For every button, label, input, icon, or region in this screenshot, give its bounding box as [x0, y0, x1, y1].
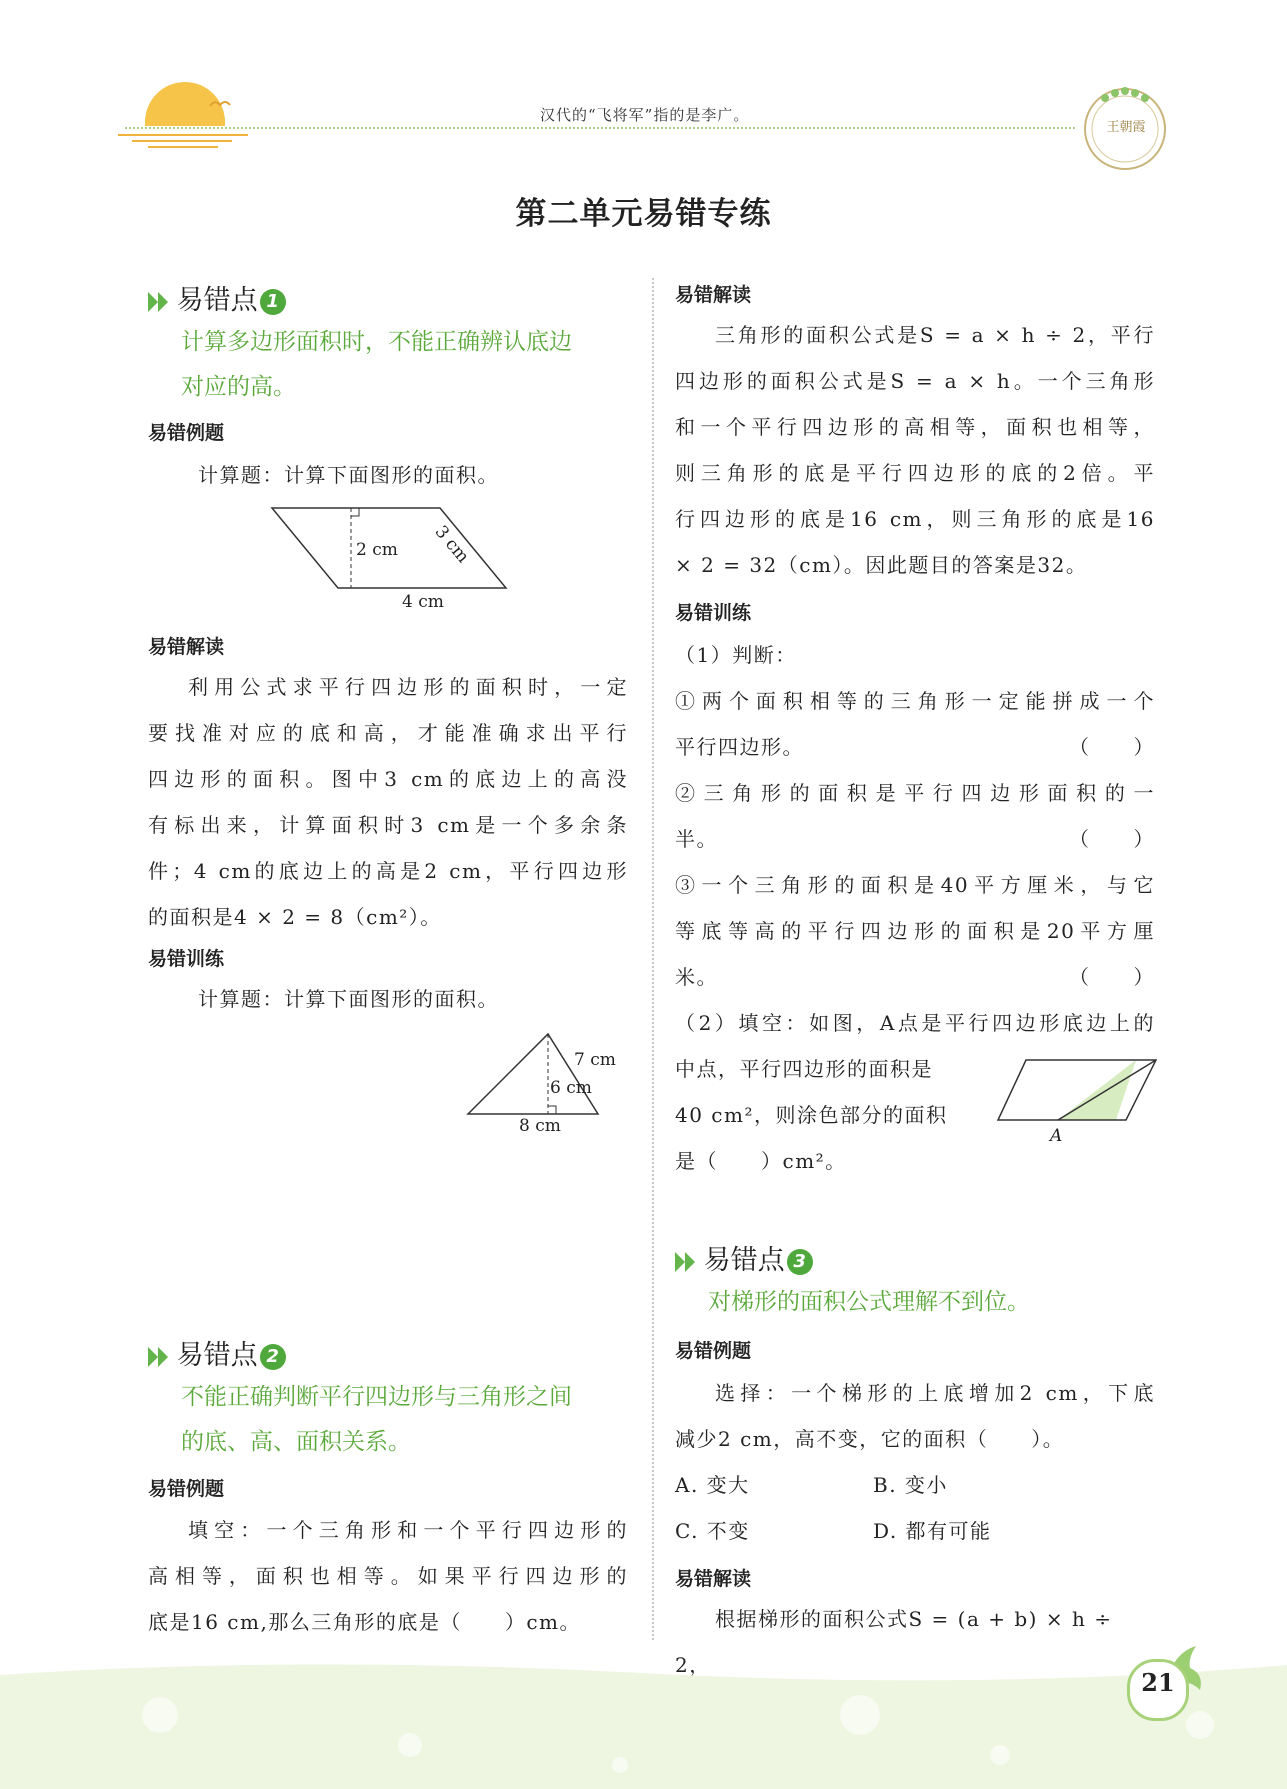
option-b[interactable]: B. 变小 [873, 1473, 948, 1497]
footer-band [0, 1655, 1287, 1789]
figure-label: 7 cm [574, 1050, 616, 1070]
figure-label: 2 cm [356, 540, 398, 560]
example-label: 易错例题 [148, 422, 225, 444]
text-line: 是（ ）cm²。 [675, 1149, 847, 1173]
text-line: 平行四边形。 [675, 735, 804, 759]
text-line: 计算多边形面积时，不能正确辨认底边 [181, 329, 572, 355]
text-line: 不能正确判断平行四边形与三角形之间 [181, 1384, 572, 1410]
training-label: 易错训练 [675, 602, 752, 624]
text-line: 三角形的面积公式是S = a × h ÷ 2，平行 [715, 323, 1155, 347]
section-label: 易错点 [176, 1340, 258, 1371]
bird-icon [208, 96, 238, 112]
analysis-text [148, 664, 628, 940]
text-line: 根据梯形的面积公式S = (a + b) × h ÷ 2， [675, 1607, 1113, 1677]
text-line: 要找准对应的底和高，才能准确求出平行 [148, 721, 628, 745]
section-label: 易错点 [176, 285, 258, 316]
answer-bracket[interactable]: （ ） [1069, 965, 1155, 989]
judge-title: （1）判断： [675, 643, 797, 667]
arrow-icon [148, 292, 158, 312]
header-line [125, 127, 1075, 129]
example-question: 计算题：计算下面图形的面积。 [198, 463, 499, 487]
page-title: 第二单元易错专练 [515, 196, 772, 232]
example-label: 易错例题 [675, 1340, 752, 1362]
text-line: 填空：一个三角形和一个平行四边形的 [188, 1518, 628, 1542]
text-line: 选择：一个梯形的上底增加2 cm，下底 [715, 1381, 1155, 1405]
text-line: 的底、高、面积关系。 [181, 1429, 411, 1455]
header-text: 汉代的“飞将军”指的是李广。 [540, 106, 750, 124]
mistake-description: 对梯形的面积公式理解不到位。 [708, 1289, 1030, 1315]
analysis-label: 易错解读 [675, 284, 752, 306]
mistake-description [181, 1375, 572, 1465]
text-line: 对应的高。 [181, 374, 296, 400]
page-number: 21 [1141, 1668, 1175, 1697]
section-header-2 [148, 1333, 286, 1372]
text-line: 的面积是4 × 2 = 8（cm²）。 [148, 905, 442, 929]
text-line: 40 cm²，则涂色部分的面积 [675, 1103, 948, 1127]
text-line: 有标出来，计算面积时3 cm是一个多余条 [148, 813, 628, 837]
example-question [675, 1370, 1155, 1554]
example-label: 易错例题 [148, 1478, 225, 1500]
example-question [148, 1507, 628, 1645]
text-line: ①两个面积相等的三角形一定能拼成一个 [675, 689, 1155, 713]
section-header-1 [148, 278, 286, 317]
text-line: 四边形的面积公式是S = a × h。一个三角形 [675, 369, 1155, 393]
option-c[interactable]: C. 不变 [675, 1519, 750, 1543]
sun-ray [132, 140, 232, 142]
text-line: 米。 [675, 965, 718, 989]
column-divider [652, 278, 654, 1640]
section-header-3 [675, 1238, 813, 1277]
text-line: 利用公式求平行四边形的面积时，一定 [188, 675, 628, 699]
text-line: 高相等，面积也相等。如果平行四边形的 [148, 1564, 628, 1588]
number-badge: 3 [787, 1249, 813, 1275]
figure-label: 8 cm [519, 1116, 561, 1136]
text-line: ③一个三角形的面积是40平方厘米，与它 [675, 873, 1155, 897]
text-line: 行四边形的底是16 cm，则三角形的底是16 [675, 507, 1155, 531]
sun-ray [148, 146, 218, 148]
answer-bracket[interactable]: （ ） [1069, 735, 1155, 759]
arrow-icon [685, 1252, 695, 1272]
triangle-figure [462, 1026, 612, 1116]
logo-text: 王朝霞 [1106, 120, 1146, 135]
text-line: 等底等高的平行四边形的面积是20平方厘 [675, 919, 1155, 943]
analysis-text [675, 312, 1155, 588]
text-line: 和一个平行四边形的高相等，面积也相等， [675, 415, 1155, 439]
analysis-label: 易错解读 [148, 636, 225, 658]
text-line: ②三角形的面积是平行四边形面积的一 [675, 781, 1155, 805]
arrow-icon [675, 1252, 685, 1272]
text-line: 件；4 cm的底边上的高是2 cm，平行四边形 [148, 859, 628, 883]
text-line: × 2 = 32（cm）。因此题目的答案是32。 [675, 553, 1088, 577]
answer-bracket[interactable]: （ ） [1069, 827, 1155, 851]
shaded-parallelogram-figure [996, 1056, 1158, 1132]
training-question: 计算题：计算下面图形的面积。 [198, 987, 499, 1011]
text-line: 底是16 cm,那么三角形的底是（ ）cm。 [148, 1610, 581, 1634]
figure-label: 6 cm [550, 1078, 592, 1098]
training-label: 易错训练 [148, 948, 225, 970]
parallelogram-figure [262, 500, 522, 620]
number-badge: 2 [260, 1344, 286, 1370]
text-line: （2）填空：如图，A点是平行四边形底边上的 [675, 1011, 1155, 1035]
option-a[interactable]: A. 变大 [675, 1473, 750, 1497]
arrow-icon [158, 292, 168, 312]
arrow-icon [158, 1347, 168, 1367]
text-line: 半。 [675, 827, 718, 851]
section-label: 易错点 [703, 1245, 785, 1276]
point-a-label: A [1050, 1126, 1063, 1146]
figure-label: 3 cm [430, 522, 473, 567]
analysis-label: 易错解读 [675, 1568, 752, 1590]
sun-ray [118, 134, 248, 136]
text-line: 四边形的面积。图中3 cm的底边上的高没 [148, 767, 628, 791]
text-line: 则三角形的底是平行四边形的底的2倍。平 [675, 461, 1155, 485]
arrow-icon [148, 1347, 158, 1367]
figure-label: 4 cm [402, 592, 444, 612]
text-line: 减少2 cm，高不变，它的面积（ ）。 [675, 1427, 1065, 1451]
number-badge: 1 [260, 289, 286, 315]
mistake-description [181, 320, 572, 410]
option-d[interactable]: D. 都有可能 [873, 1519, 992, 1543]
text-line: 中点，平行四边形的面积是 [675, 1057, 933, 1081]
